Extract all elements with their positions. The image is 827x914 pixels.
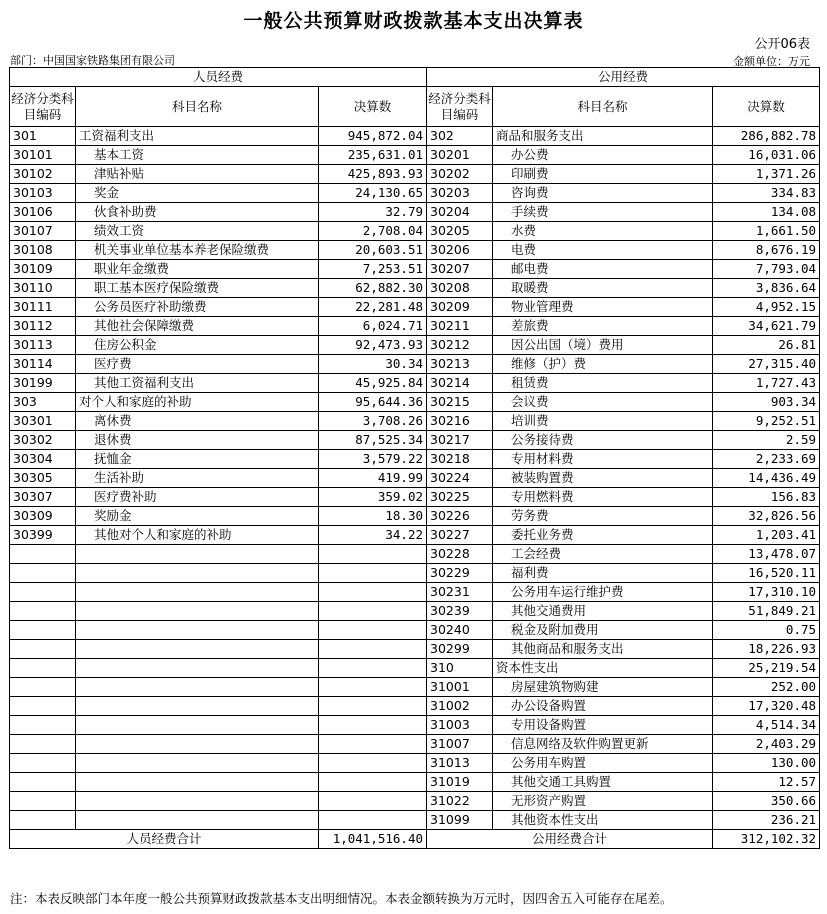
- personnel-name-cell: 基本工资: [76, 146, 319, 165]
- personnel-code-cell: [10, 678, 76, 697]
- public-name-cell: 工会经费: [493, 545, 713, 564]
- personnel-code-cell: 301: [10, 127, 76, 146]
- personnel-code-cell: [10, 735, 76, 754]
- public-amount-cell: 350.66: [713, 792, 820, 811]
- public-name-cell: 租赁费: [493, 374, 713, 393]
- public-amount-cell: 4,514.34: [713, 716, 820, 735]
- personnel-name-cell: 奖金: [76, 184, 319, 203]
- public-amount-cell: 13,478.07: [713, 545, 820, 564]
- personnel-name-cell: 住房公积金: [76, 336, 319, 355]
- personnel-total-amount: 1,041,516.40: [319, 830, 427, 849]
- personnel-code-cell: [10, 564, 76, 583]
- table-row: [10, 298, 820, 317]
- public-amount-cell: 32,826.56: [713, 507, 820, 526]
- personnel-amount-cell: 359.02: [319, 488, 427, 507]
- personnel-amount-cell: 6,024.71: [319, 317, 427, 336]
- table-row: [10, 640, 820, 659]
- personnel-amount-cell: [319, 754, 427, 773]
- personnel-name-cell: [76, 773, 319, 792]
- personnel-code-cell: 30109: [10, 260, 76, 279]
- personnel-code-cell: [10, 545, 76, 564]
- personnel-name-cell: 伙食补助费: [76, 203, 319, 222]
- personnel-code-cell: [10, 659, 76, 678]
- public-code-cell: 30214: [427, 374, 493, 393]
- table-row: [10, 545, 820, 564]
- personnel-name-cell: 绩效工资: [76, 222, 319, 241]
- public-name-cell: 手续费: [493, 203, 713, 222]
- table-row: [10, 146, 820, 165]
- public-code-cell: 31007: [427, 735, 493, 754]
- table-row: [10, 184, 820, 203]
- personnel-name-cell: [76, 621, 319, 640]
- public-amount-cell: 236.21: [713, 811, 820, 830]
- public-code-cell: 31003: [427, 716, 493, 735]
- personnel-amount-cell: [319, 640, 427, 659]
- table-row: [10, 621, 820, 640]
- personnel-amount-cell: 30.34: [319, 355, 427, 374]
- public-name-cell: 其他商品和服务支出: [493, 640, 713, 659]
- personnel-amount-cell: 235,631.01: [319, 146, 427, 165]
- personnel-name-cell: [76, 640, 319, 659]
- public-name-cell: 无形资产购置: [493, 792, 713, 811]
- personnel-code-cell: 30110: [10, 279, 76, 298]
- personnel-name-cell: 离休费: [76, 412, 319, 431]
- public-amount-cell: 1,661.50: [713, 222, 820, 241]
- table-row: [10, 412, 820, 431]
- personnel-code-cell: [10, 792, 76, 811]
- public-name-cell: 因公出国（境）费用: [493, 336, 713, 355]
- public-name-cell: 印刷费: [493, 165, 713, 184]
- personnel-name-cell: 其他社会保障缴费: [76, 317, 319, 336]
- personnel-code-cell: [10, 811, 76, 830]
- personnel-code-cell: 30102: [10, 165, 76, 184]
- public-name-cell: 会议费: [493, 393, 713, 412]
- table-row: [10, 773, 820, 792]
- table-row: [10, 583, 820, 602]
- public-code-cell: 31013: [427, 754, 493, 773]
- public-code-cell: 30240: [427, 621, 493, 640]
- public-code-cell: 30299: [427, 640, 493, 659]
- public-code-cell: 30202: [427, 165, 493, 184]
- public-code-cell: 30218: [427, 450, 493, 469]
- public-name-cell: 办公费: [493, 146, 713, 165]
- public-amount-cell: 12.57: [713, 773, 820, 792]
- department-label: 部门：中国国家铁路集团有限公司: [10, 54, 175, 67]
- public-amount-cell: 4,952.15: [713, 298, 820, 317]
- public-amount-cell: 286,882.78: [713, 127, 820, 146]
- public-code-cell: 31099: [427, 811, 493, 830]
- table-row: [10, 450, 820, 469]
- public-amount-cell: 34,621.79: [713, 317, 820, 336]
- personnel-amount-cell: [319, 583, 427, 602]
- public-name-cell: 邮电费: [493, 260, 713, 279]
- personnel-code-cell: 30111: [10, 298, 76, 317]
- personnel-amount-cell: 95,644.36: [319, 393, 427, 412]
- personnel-amount-cell: 18.30: [319, 507, 427, 526]
- table-row: [10, 564, 820, 583]
- personnel-code-cell: 303: [10, 393, 76, 412]
- public-amount-cell: 17,320.48: [713, 697, 820, 716]
- totals-row: [10, 830, 820, 849]
- amount-column-header: 决算数: [713, 87, 820, 127]
- public-code-cell: 31002: [427, 697, 493, 716]
- personnel-code-cell: [10, 621, 76, 640]
- personnel-code-cell: [10, 754, 76, 773]
- table-row: [10, 393, 820, 412]
- personnel-amount-cell: [319, 659, 427, 678]
- personnel-amount-cell: 87,525.34: [319, 431, 427, 450]
- public-code-cell: 30205: [427, 222, 493, 241]
- personnel-name-cell: 工资福利支出: [76, 127, 319, 146]
- table-row: [10, 431, 820, 450]
- public-name-cell: 福利费: [493, 564, 713, 583]
- public-amount-cell: 156.83: [713, 488, 820, 507]
- public-amount-cell: 2,233.69: [713, 450, 820, 469]
- public-code-cell: 30217: [427, 431, 493, 450]
- public-amount-cell: 134.08: [713, 203, 820, 222]
- personnel-code-cell: 30305: [10, 469, 76, 488]
- personnel-amount-cell: 945,872.04: [319, 127, 427, 146]
- personnel-amount-cell: [319, 697, 427, 716]
- personnel-name-cell: [76, 811, 319, 830]
- public-code-cell: 30211: [427, 317, 493, 336]
- public-code-cell: 30213: [427, 355, 493, 374]
- public-amount-cell: 130.00: [713, 754, 820, 773]
- public-name-cell: 取暖费: [493, 279, 713, 298]
- personnel-amount-cell: 425,893.93: [319, 165, 427, 184]
- table-row: [10, 526, 820, 545]
- public-amount-cell: 25,219.54: [713, 659, 820, 678]
- name-column-header: 科目名称: [76, 87, 319, 127]
- personnel-code-cell: [10, 640, 76, 659]
- personnel-code-cell: [10, 602, 76, 621]
- personnel-name-cell: 其他对个人和家庭的补助: [76, 526, 319, 545]
- public-name-cell: 资本性支出: [493, 659, 713, 678]
- personnel-amount-cell: [319, 602, 427, 621]
- public-code-cell: 30239: [427, 602, 493, 621]
- personnel-name-cell: [76, 564, 319, 583]
- personnel-name-cell: 机关事业单位基本养老保险缴费: [76, 241, 319, 260]
- table-row: [10, 678, 820, 697]
- public-code-cell: 30216: [427, 412, 493, 431]
- public-amount-cell: 26.81: [713, 336, 820, 355]
- personnel-code-cell: [10, 773, 76, 792]
- personnel-code-cell: 30114: [10, 355, 76, 374]
- table-row: [10, 469, 820, 488]
- public-amount-cell: 3,836.64: [713, 279, 820, 298]
- public-total-amount: 312,102.32: [713, 830, 820, 849]
- table-row: [10, 260, 820, 279]
- personnel-amount-cell: [319, 773, 427, 792]
- personnel-name-cell: 职工基本医疗保险缴费: [76, 279, 319, 298]
- form-number: 公开06表: [754, 37, 810, 52]
- personnel-code-cell: 30113: [10, 336, 76, 355]
- table-row: [10, 336, 820, 355]
- public-name-cell: 公务用车运行维护费: [493, 583, 713, 602]
- personnel-amount-cell: [319, 564, 427, 583]
- public-name-cell: 信息网络及软件购置更新: [493, 735, 713, 754]
- public-amount-cell: 0.75: [713, 621, 820, 640]
- code-column-header: 经济分类科目编码: [427, 87, 493, 127]
- public-amount-cell: 8,676.19: [713, 241, 820, 260]
- table-row: [10, 716, 820, 735]
- table-row: [10, 241, 820, 260]
- personnel-code-cell: [10, 697, 76, 716]
- personnel-name-cell: [76, 659, 319, 678]
- personnel-amount-cell: 3,708.26: [319, 412, 427, 431]
- personnel-name-cell: 生活补助: [76, 469, 319, 488]
- personnel-code-cell: 30112: [10, 317, 76, 336]
- personnel-amount-cell: 7,253.51: [319, 260, 427, 279]
- public-code-cell: 30209: [427, 298, 493, 317]
- amount-column-header: 决算数: [319, 87, 427, 127]
- public-amount-cell: 903.34: [713, 393, 820, 412]
- personnel-amount-cell: 20,603.51: [319, 241, 427, 260]
- public-name-cell: 专用燃料费: [493, 488, 713, 507]
- personnel-name-cell: 对个人和家庭的补助: [76, 393, 319, 412]
- personnel-amount-cell: 22,281.48: [319, 298, 427, 317]
- public-code-cell: 302: [427, 127, 493, 146]
- public-name-cell: 差旅费: [493, 317, 713, 336]
- personnel-name-cell: [76, 678, 319, 697]
- personnel-amount-cell: 3,579.22: [319, 450, 427, 469]
- public-amount-cell: 18,226.93: [713, 640, 820, 659]
- personnel-name-cell: [76, 735, 319, 754]
- public-amount-cell: 1,371.26: [713, 165, 820, 184]
- public-amount-cell: 2.59: [713, 431, 820, 450]
- table-row: [10, 488, 820, 507]
- personnel-amount-cell: 34.22: [319, 526, 427, 545]
- public-name-cell: 房屋建筑物购建: [493, 678, 713, 697]
- section-personnel-header: 人员经费: [10, 68, 427, 87]
- personnel-name-cell: 抚恤金: [76, 450, 319, 469]
- personnel-amount-cell: 92,473.93: [319, 336, 427, 355]
- personnel-amount-cell: [319, 716, 427, 735]
- public-code-cell: 30231: [427, 583, 493, 602]
- personnel-code-cell: [10, 716, 76, 735]
- personnel-amount-cell: 32.79: [319, 203, 427, 222]
- public-amount-cell: 16,031.06: [713, 146, 820, 165]
- table-row: [10, 203, 820, 222]
- personnel-name-cell: 津贴补贴: [76, 165, 319, 184]
- public-name-cell: 商品和服务支出: [493, 127, 713, 146]
- public-code-cell: 30208: [427, 279, 493, 298]
- personnel-name-cell: [76, 583, 319, 602]
- personnel-name-cell: 公务员医疗补助缴费: [76, 298, 319, 317]
- public-amount-cell: 9,252.51: [713, 412, 820, 431]
- public-code-cell: 30212: [427, 336, 493, 355]
- public-name-cell: 其他交通工具购置: [493, 773, 713, 792]
- personnel-total-label: 人员经费合计: [10, 830, 319, 849]
- table-row: [10, 792, 820, 811]
- public-amount-cell: 17,310.10: [713, 583, 820, 602]
- table-row: [10, 697, 820, 716]
- personnel-amount-cell: [319, 792, 427, 811]
- public-name-cell: 其他资本性支出: [493, 811, 713, 830]
- table-row: [10, 659, 820, 678]
- table-row: [10, 602, 820, 621]
- public-code-cell: 30215: [427, 393, 493, 412]
- personnel-name-cell: [76, 792, 319, 811]
- public-code-cell: 31019: [427, 773, 493, 792]
- public-code-cell: 31022: [427, 792, 493, 811]
- public-name-cell: 税金及附加费用: [493, 621, 713, 640]
- public-amount-cell: 252.00: [713, 678, 820, 697]
- public-name-cell: 委托业务费: [493, 526, 713, 545]
- personnel-name-cell: 职业年金缴费: [76, 260, 319, 279]
- personnel-code-cell: 30399: [10, 526, 76, 545]
- personnel-code-cell: 30301: [10, 412, 76, 431]
- public-name-cell: 专用设备购置: [493, 716, 713, 735]
- public-code-cell: 310: [427, 659, 493, 678]
- public-name-cell: 咨询费: [493, 184, 713, 203]
- public-name-cell: 劳务费: [493, 507, 713, 526]
- public-code-cell: 30206: [427, 241, 493, 260]
- personnel-name-cell: [76, 697, 319, 716]
- personnel-code-cell: 30309: [10, 507, 76, 526]
- personnel-code-cell: 30199: [10, 374, 76, 393]
- public-code-cell: 30226: [427, 507, 493, 526]
- public-amount-cell: 51,849.21: [713, 602, 820, 621]
- public-code-cell: 30225: [427, 488, 493, 507]
- public-name-cell: 办公设备购置: [493, 697, 713, 716]
- personnel-code-cell: 30307: [10, 488, 76, 507]
- public-total-label: 公用经费合计: [427, 830, 713, 849]
- public-code-cell: 30201: [427, 146, 493, 165]
- personnel-amount-cell: 2,708.04: [319, 222, 427, 241]
- public-name-cell: 物业管理费: [493, 298, 713, 317]
- personnel-code-cell: 30103: [10, 184, 76, 203]
- personnel-name-cell: 退休费: [76, 431, 319, 450]
- personnel-name-cell: [76, 754, 319, 773]
- personnel-code-cell: 30107: [10, 222, 76, 241]
- public-name-cell: 公务接待费: [493, 431, 713, 450]
- public-amount-cell: 14,436.49: [713, 469, 820, 488]
- personnel-amount-cell: 24,130.65: [319, 184, 427, 203]
- public-code-cell: 31001: [427, 678, 493, 697]
- public-code-cell: 30229: [427, 564, 493, 583]
- table-row: [10, 355, 820, 374]
- public-name-cell: 其他交通费用: [493, 602, 713, 621]
- table-row: [10, 165, 820, 184]
- table-row: [10, 317, 820, 336]
- public-name-cell: 公务用车购置: [493, 754, 713, 773]
- section-public-header: 公用经费: [427, 68, 820, 87]
- table-row: [10, 754, 820, 773]
- table-row: [10, 811, 820, 830]
- personnel-amount-cell: 45,925.84: [319, 374, 427, 393]
- unit-label: 金额单位：万元: [733, 55, 810, 68]
- code-column-header: 经济分类科目编码: [10, 87, 76, 127]
- public-name-cell: 维修（护）费: [493, 355, 713, 374]
- personnel-amount-cell: 62,882.30: [319, 279, 427, 298]
- personnel-name-cell: 其他工资福利支出: [76, 374, 319, 393]
- table-row: [10, 127, 820, 146]
- personnel-amount-cell: [319, 678, 427, 697]
- personnel-amount-cell: [319, 735, 427, 754]
- public-name-cell: 水费: [493, 222, 713, 241]
- table-row: [10, 279, 820, 298]
- public-amount-cell: 2,403.29: [713, 735, 820, 754]
- personnel-code-cell: 30302: [10, 431, 76, 450]
- personnel-name-cell: 医疗费: [76, 355, 319, 374]
- public-amount-cell: 1,727.43: [713, 374, 820, 393]
- expenditure-table: [9, 67, 820, 849]
- public-name-cell: 专用材料费: [493, 450, 713, 469]
- table-row: [10, 735, 820, 754]
- personnel-code-cell: 30108: [10, 241, 76, 260]
- public-amount-cell: 334.83: [713, 184, 820, 203]
- public-amount-cell: 27,315.40: [713, 355, 820, 374]
- personnel-name-cell: 医疗费补助: [76, 488, 319, 507]
- public-amount-cell: 7,793.04: [713, 260, 820, 279]
- public-name-cell: 电费: [493, 241, 713, 260]
- name-column-header: 科目名称: [493, 87, 713, 127]
- table-row: [10, 374, 820, 393]
- table-row: [10, 507, 820, 526]
- public-code-cell: 30207: [427, 260, 493, 279]
- personnel-code-cell: [10, 583, 76, 602]
- page-title: 一般公共预算财政拨款基本支出决算表: [243, 10, 584, 32]
- personnel-name-cell: [76, 716, 319, 735]
- public-code-cell: 30203: [427, 184, 493, 203]
- personnel-code-cell: 30106: [10, 203, 76, 222]
- public-code-cell: 30228: [427, 545, 493, 564]
- public-name-cell: 培训费: [493, 412, 713, 431]
- footnote: 注：本表反映部门本年度一般公共预算财政拨款基本支出明细情况。本表金额转换为万元时，因四舍五入可能存在尾差。: [10, 891, 673, 906]
- public-code-cell: 30224: [427, 469, 493, 488]
- personnel-code-cell: 30101: [10, 146, 76, 165]
- personnel-name-cell: [76, 602, 319, 621]
- table-row: [10, 222, 820, 241]
- public-code-cell: 30227: [427, 526, 493, 545]
- public-amount-cell: 16,520.11: [713, 564, 820, 583]
- personnel-name-cell: [76, 545, 319, 564]
- personnel-amount-cell: [319, 545, 427, 564]
- personnel-name-cell: 奖励金: [76, 507, 319, 526]
- public-name-cell: 被装购置费: [493, 469, 713, 488]
- public-code-cell: 30204: [427, 203, 493, 222]
- personnel-amount-cell: [319, 811, 427, 830]
- personnel-amount-cell: [319, 621, 427, 640]
- personnel-amount-cell: 419.99: [319, 469, 427, 488]
- personnel-code-cell: 30304: [10, 450, 76, 469]
- public-amount-cell: 1,203.41: [713, 526, 820, 545]
